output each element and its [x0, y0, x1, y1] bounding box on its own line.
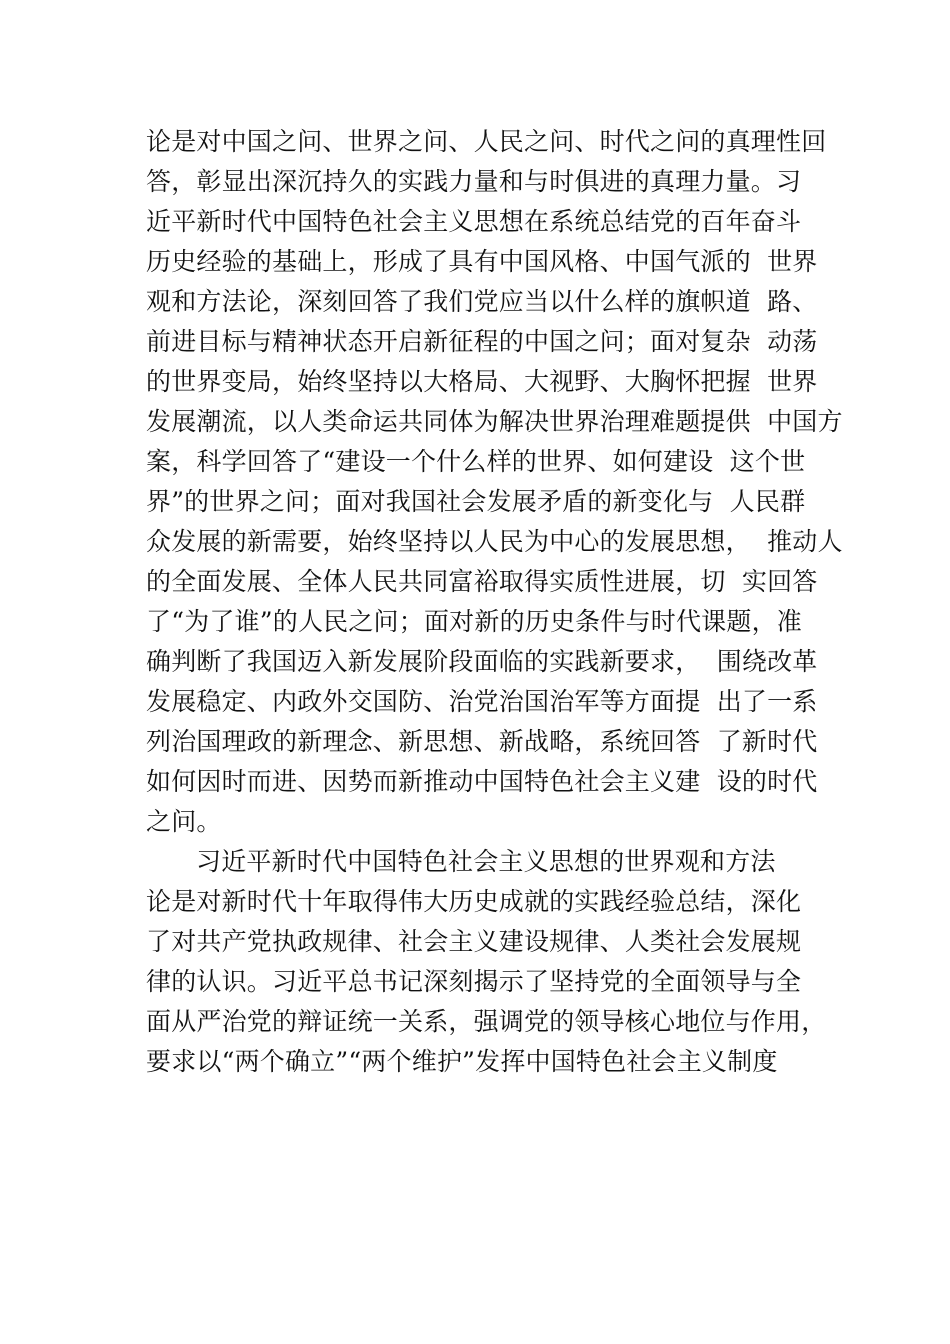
- paragraph-2-first-line: 习近平新时代中国特色社会主义思想的世界观和方法: [196, 847, 776, 876]
- text-line-12: 的全面发展、全体人民共同富裕取得实质性进展，切 实回答: [146, 567, 818, 596]
- text-line-13: 了“为了谁”的人民之问；面对新的历史条件与时代课题，准: [146, 607, 802, 636]
- text-line-8: 发展潮流，以人类命运共同体为解决世界治理难题提供 中国方: [146, 407, 843, 436]
- text-line-22: 律的认识。习近平总书记深刻揭示了坚持党的全面领导与全: [146, 967, 802, 996]
- text-line-9: 案，科学回答了“建设一个什么样的世界、如何建设 这个世: [146, 447, 806, 476]
- text-line-6: 前进目标与精神状态开启新征程的中国之问；面对复杂 动荡: [146, 327, 818, 356]
- text-line-5: 观和方法论，深刻回答了我们党应当以什么样的旗帜道 路、: [146, 287, 818, 316]
- text-line-21: 了对共产党执政规律、社会主义建设规律、人类社会发展规: [146, 927, 802, 956]
- text-line-24: 要求以“两个确立”“两个维护”发挥中国特色社会主义制度: [146, 1047, 778, 1076]
- text-line-14: 确判断了我国迈入新发展阶段面临的实践新要求， 围绕改革: [146, 647, 818, 676]
- text-line-7: 的世界变局，始终坚持以大格局、大视野、大胸怀把握 世界: [146, 367, 818, 396]
- text-line-2: 答，彰显出深沉持久的实践力量和与时俱进的真理力量。习: [146, 167, 802, 196]
- text-line-10: 界”的世界之问；面对我国社会发展矛盾的新变化与 人民群: [146, 487, 806, 516]
- text-line-17: 如何因时而进、因势而新推动中国特色社会主义建 设的时代: [146, 767, 818, 796]
- text-line-1: 论是对中国之问、世界之问、人民之问、时代之问的真理性回: [146, 127, 827, 156]
- text-line-4: 历史经验的基础上，形成了具有中国风格、中国气派的 世界: [146, 247, 818, 276]
- text-line-20: 论是对新时代十年取得伟大历史成就的实践经验总结，深化: [146, 887, 802, 916]
- text-line-11: 众发展的新需要，始终坚持以人民为中心的发展思想， 推动人: [146, 527, 843, 556]
- text-line-23: 面从严治党的辩证统一关系，强调党的领导核心地位与作用，: [146, 1007, 827, 1036]
- text-line-15: 发展稳定、内政外交国防、治党治国治军等方面提 出了一系: [146, 687, 818, 716]
- text-line-18: 之问。: [146, 807, 222, 836]
- text-line-3: 近平新时代中国特色社会主义思想在系统总结党的百年奋斗: [146, 207, 802, 236]
- text-line-16: 列治国理政的新理念、新思想、新战略，系统回答 了新时代: [146, 727, 818, 756]
